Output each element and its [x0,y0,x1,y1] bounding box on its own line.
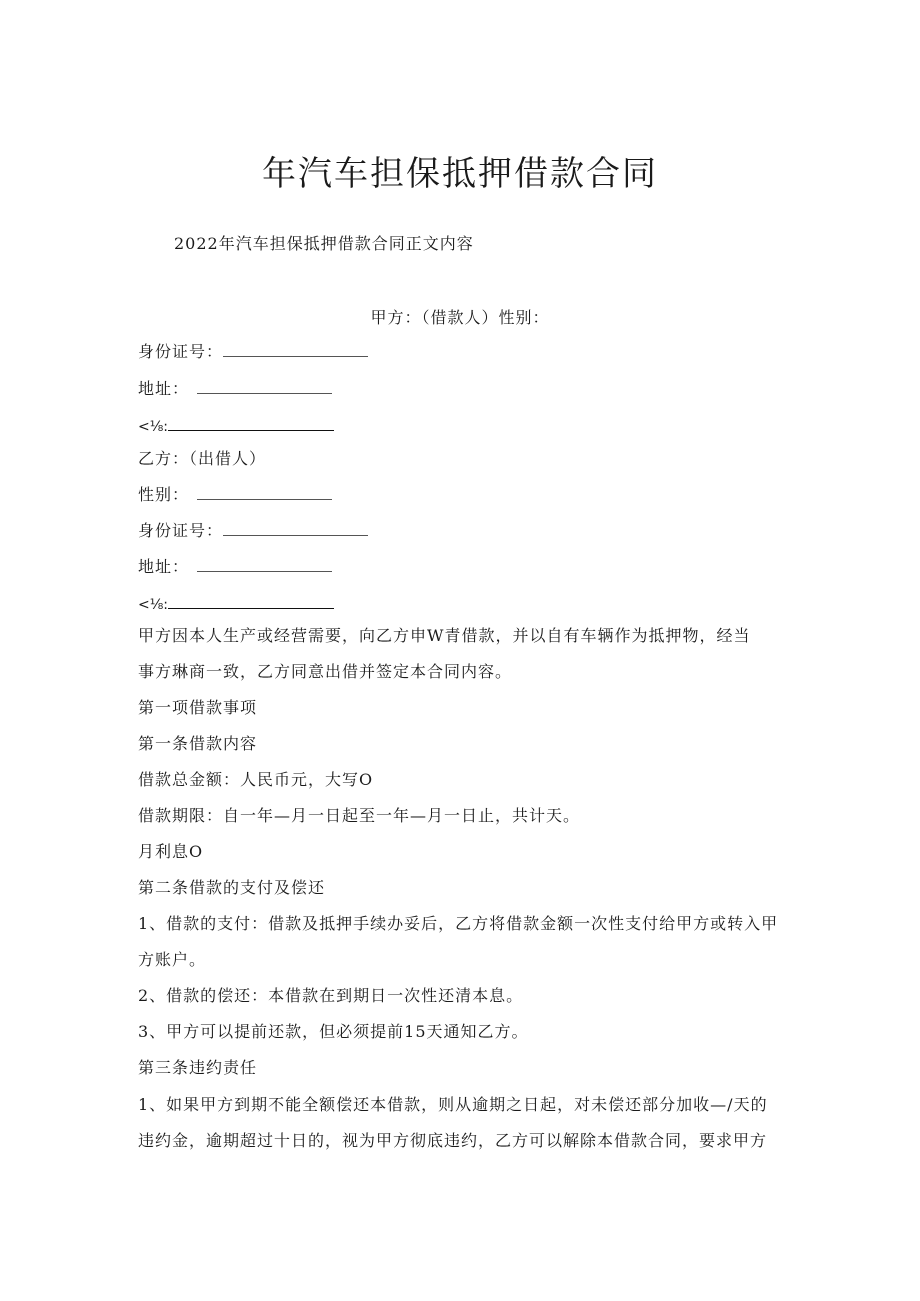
article-3-item-1-line-2: 违约金，逾期超过十日的，视为甲方彻底违约，乙方可以解除本借款合同，要求甲方 [138,1131,768,1150]
article-1-amount: 借款总金额：人民币元，大写O [138,770,374,789]
article-2-item-1-line-2: 方账户。 [138,950,207,969]
article-2-item-1-line-1: 1、借款的支付：借款及抵押手续办妥后，乙方将借款金额一次性支付给甲方或转入甲 [138,914,779,933]
article-3-item-1-line-1: 1、如果甲方到期不能全额偿还本借款，则从逾期之日起，对未偿还部分加收—/天的 [138,1095,768,1114]
article-1-term: 借款期限：自一年—月一日起至一年—月一日止，共计天。 [138,806,581,825]
party-b-gender-blank [197,485,332,500]
article-1-interest: 月利息O [138,842,204,861]
party-b-address-blank [197,557,332,572]
party-a-address-label: 地址： [138,379,190,398]
party-b-gender-field [138,485,332,505]
party-a-id-field [138,342,368,362]
party-a-id-blank [223,342,368,357]
article-1-title: 第一条借款内容 [138,734,258,753]
party-b-tel-blank [168,594,334,609]
document-title: 年汽车担保抵押借款合同 [262,154,658,194]
party-a-id-label: 身份证号： [138,342,224,361]
party-b-id-field [138,521,368,541]
party-b-gender-label: 性别： [138,485,190,504]
intro-line-2: 事方琳商一致，乙方同意出借并签定本合同内容。 [138,662,513,681]
article-2-item-3: 3、甲方可以提前还款，但必须提前15天通知乙方。 [138,1022,529,1041]
section-1-title: 第一项借款事项 [138,698,258,717]
party-a-address-blank [197,379,332,394]
party-b-address-field [138,557,332,577]
article-2-item-2: 2、借款的偿还：本借款在到期日一次性还清本息。 [138,986,524,1005]
party-a-tel-field [138,416,334,437]
party-a-tel-blank [168,416,334,431]
party-a-address-field [138,379,332,399]
party-b-id-label: 身份证号： [138,521,224,540]
document-subtitle: 2022年汽车担保抵押借款合同正文内容 [174,234,474,253]
party-a-header: 甲方：（借款人）性别： [370,308,550,327]
article-3-title: 第三条违约责任 [138,1058,258,1077]
party-a-tel-label: <⅛: [138,419,169,435]
party-b-tel-field [138,594,334,615]
party-b-address-label: 地址： [138,557,190,576]
party-b-id-blank [223,521,368,536]
party-b-tel-label: <⅛: [138,597,169,613]
article-2-title: 第二条借款的支付及偿还 [138,878,326,897]
party-b-header: 乙方：（出借人） [138,449,267,468]
intro-line-1: 甲方因本人生产或经营需要，向乙方申W青借款，并以自有车辆作为抵押物，经当 [138,626,751,645]
